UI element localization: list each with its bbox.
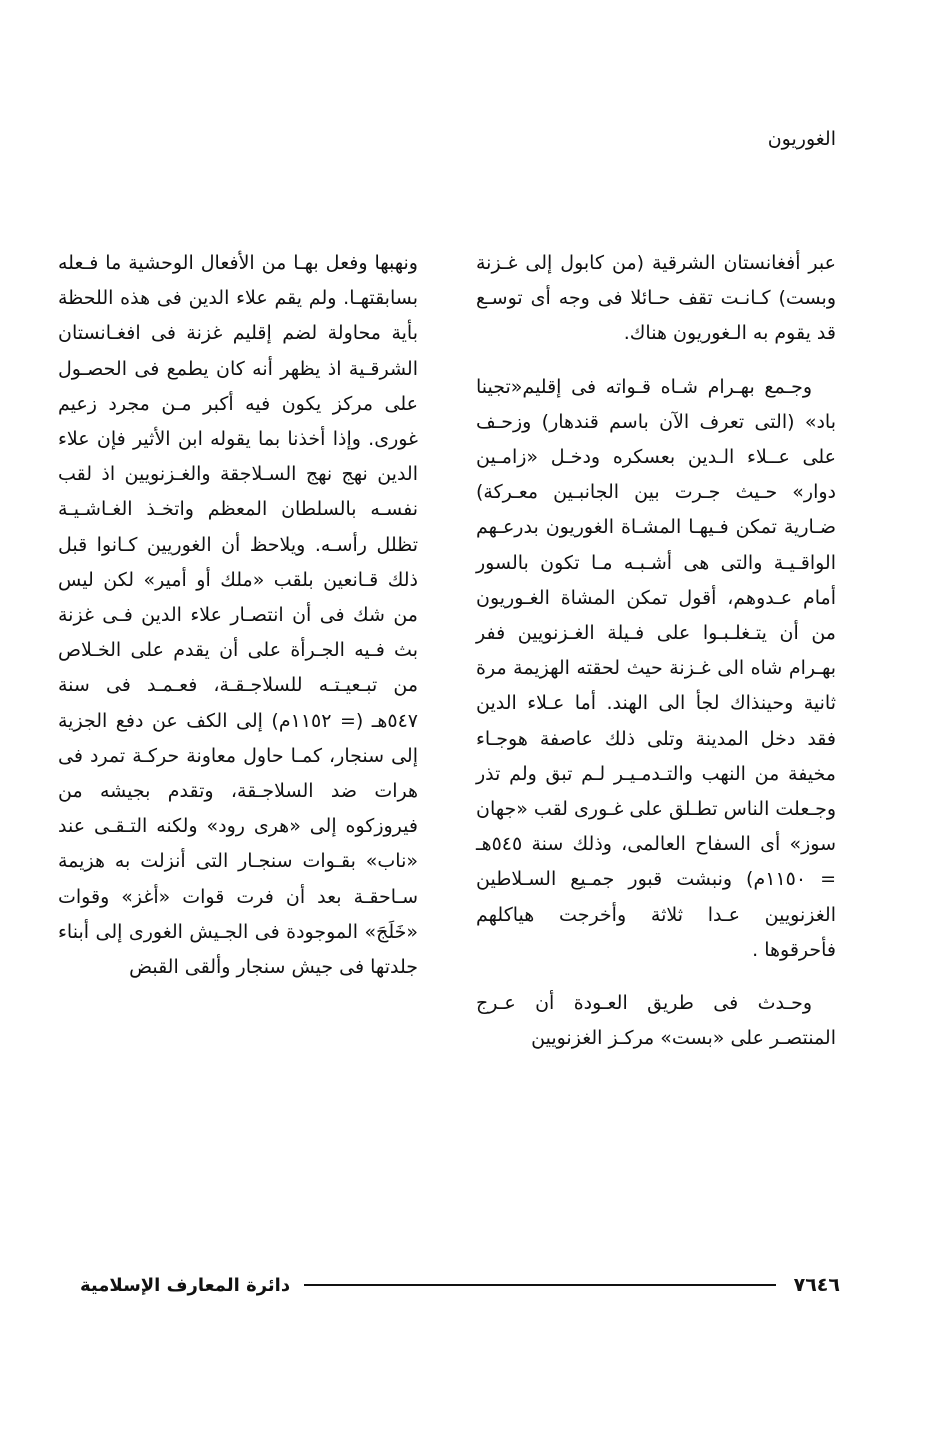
publication-title: دائرة المعارف الإسلامية (80, 1274, 291, 1296)
paragraph: ونهبها وفعل بهـا من الأفعال الوحشية ما فـعله بسابقتهـا. ولم يقم علاء الدين فى هذه اللحظة بأية محاولة لضم إقليم غزنة فى افغـانستان الشرقـية اذ يظهر أنه كان يطمع فى الحصـول على مركز يكون فيه أكبر مـن مجرد زعيم غورى. وإذا أخذنا بما يقوله ابن الأثير فإن علاء الدين نهج نهج السـلاجقة والغـزنويين اذ لقب نفسـه بالسلطان المعظم واتخـذ الغـاشـيـة تظلل رأسـه. ويلاحظ أن الغوريين كـانوا قبل ذلك قـانعين بلقب «ملك أو أمير» لكن ليس من شك فى أن انتصـار علاء الدين فـى غزنة بث فـيه الجـرأة على أن يقدم على الخـلاص من تبـعيـتـه للسلاجـقـة، فعـمـد فى سنة ٥٤٧هـ (= ١١٥٢م) إلى الكف عن دفع الجزية إلى سنجار، كمـا حاول معاونة حركـة تمرد فى هرات ضد السلاجـقة، وتقدم بجيشه من فيروزكوه إلى «هرى رود» ولكنه التـقـى عند «ناب» بقـوات سنجـار التى أنزلت به هزيمة سـاحقـة بعد أن فرت قوات «أغز» وقوات «خَلَجَ» الموجودة فى الجـيش الغورى إلى أبناء جلدتها فى جيش سنجار وألقى القبض (58, 252, 418, 979)
paragraph: وجـمع بهـرام شـاه قـواته فى إقليم«تجينا باد» (التى تعرف الآن باسم قندهار) وزحـف على عــلاء الـدين بعسكره ودخـل «زامـين دوار» حـيث جـرت بين الجانبـين معـركة) ضـارية تمكن فـيهـا المشـاة الغوريون بدرعـهم الواقـيـة والتى هى أشـبـه مـا تكون بالسور أمام عـدوهم، أقول تمكن المشاة الغـوريون من أن يتـغلـبـوا على فـيلة الغـزنويين ففر بهـرام شاه الى غـزنة حيث لحقته الهزيمة مرة ثانية وحينذاك لجأ الى الهند. أما عـلاء الدين فقد دخل المدينة وتلى ذلك عاصفة هوجـاء مخيفة من النهب والتـدمـيـر لـم تبق ولم تذر وجـعلت الناس تطـلق على غـورى لقب «جهان سوز» أى السفاح العالمى، وذلك سنة ٥٤٥هـ = ١١٥٠م) ونبشت قبور جمـيع السـلاطين الغزنويين عـدا ثلاثة وأخرجت هياكلهم فأحرقوها . (476, 375, 836, 961)
footer-divider (304, 1284, 776, 1286)
text-column-right (476, 246, 836, 1074)
text-column-left (58, 246, 418, 1003)
page-number: ٧٦٤٦ (793, 1274, 840, 1296)
paragraph: وحـدث فى طريق العـودة أن عـرج المنتصـر على «بست» مركـز الغزنويين (476, 992, 836, 1050)
page-footer (80, 1273, 840, 1297)
running-header: الغوريون (767, 128, 836, 150)
paragraph: عبر أفغانستان الشرقية (من كابول إلى غـزنة وبست) كـانـت تقف حـائلا فى وجه أى توسـع قد يقوم به الـغوريون هناك. (476, 252, 836, 345)
